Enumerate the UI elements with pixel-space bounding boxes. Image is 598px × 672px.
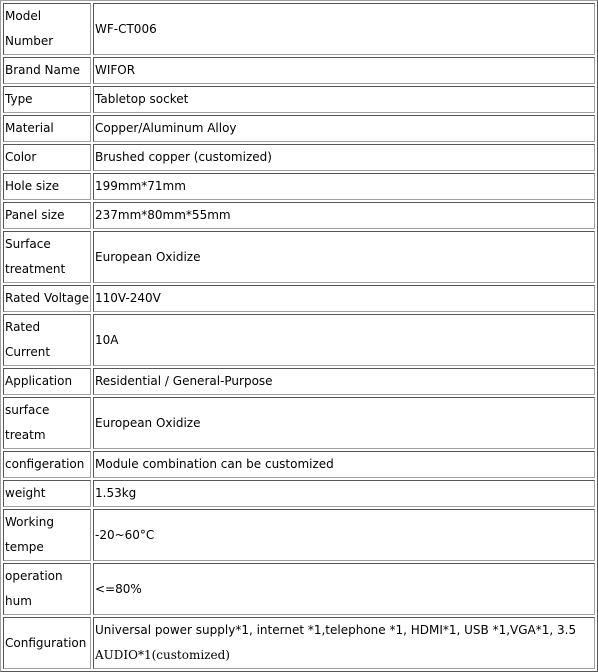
spec-value: 1.53kg xyxy=(93,480,595,507)
table-row xyxy=(3,617,595,669)
spec-value: 199mm*71mm xyxy=(93,173,595,200)
spec-key: Hole size xyxy=(3,173,91,200)
spec-value: 237mm*80mm*55mm xyxy=(93,202,595,229)
table-row xyxy=(3,285,595,312)
spec-key: Type xyxy=(3,86,91,113)
table-row xyxy=(3,144,595,171)
spec-value-main: Universal power supply*1, internet *1,telephone *1, HDMI*1, USB *1,VGA*1, 3.5 xyxy=(95,623,577,637)
spec-key: Rated Current xyxy=(3,314,91,366)
spec-value: -20~60°C xyxy=(93,509,595,561)
spec-value: European Oxidize xyxy=(93,397,595,449)
spec-value-suffix: AUDIO*1(customized) xyxy=(95,648,230,662)
spec-key: Color xyxy=(3,144,91,171)
table-row xyxy=(3,231,595,283)
table-row xyxy=(3,3,595,55)
spec-key: Surface treatment xyxy=(3,231,91,283)
spec-value: Tabletop socket xyxy=(93,86,595,113)
spec-key: Application xyxy=(3,368,91,395)
spec-value: 10A xyxy=(93,314,595,366)
spec-value: Residential / General-Purpose xyxy=(93,368,595,395)
spec-key: Brand Name xyxy=(3,57,91,84)
spec-value: Brushed copper (customized) xyxy=(93,144,595,171)
spec-key: Configuration xyxy=(3,617,91,669)
spec-value: WF-CT006 xyxy=(93,3,595,55)
spec-value: 110V-240V xyxy=(93,285,595,312)
table-row xyxy=(3,86,595,113)
table-row xyxy=(3,368,595,395)
spec-key: operation hum xyxy=(3,563,91,615)
table-row xyxy=(3,314,595,366)
table-row xyxy=(3,563,595,615)
spec-key: Working tempe xyxy=(3,509,91,561)
spec-value: Copper/Aluminum Alloy xyxy=(93,115,595,142)
spec-value: Module combination can be customized xyxy=(93,451,595,478)
table-row xyxy=(3,397,595,449)
table-row xyxy=(3,202,595,229)
table-row xyxy=(3,509,595,561)
spec-value: WIFOR xyxy=(93,57,595,84)
spec-key: Rated Voltage xyxy=(3,285,91,312)
spec-value: European Oxidize xyxy=(93,231,595,283)
spec-value xyxy=(93,617,595,669)
spec-value: <=80% xyxy=(93,563,595,615)
table-row xyxy=(3,115,595,142)
table-row xyxy=(3,57,595,84)
table-row xyxy=(3,480,595,507)
spec-key: Panel size xyxy=(3,202,91,229)
spec-key: Model Number xyxy=(3,3,91,55)
table-row xyxy=(3,173,595,200)
table-row xyxy=(3,451,595,478)
spec-key: surface treatm xyxy=(3,397,91,449)
spec-key: weight xyxy=(3,480,91,507)
spec-key: configeration xyxy=(3,451,91,478)
spec-key: Material xyxy=(3,115,91,142)
